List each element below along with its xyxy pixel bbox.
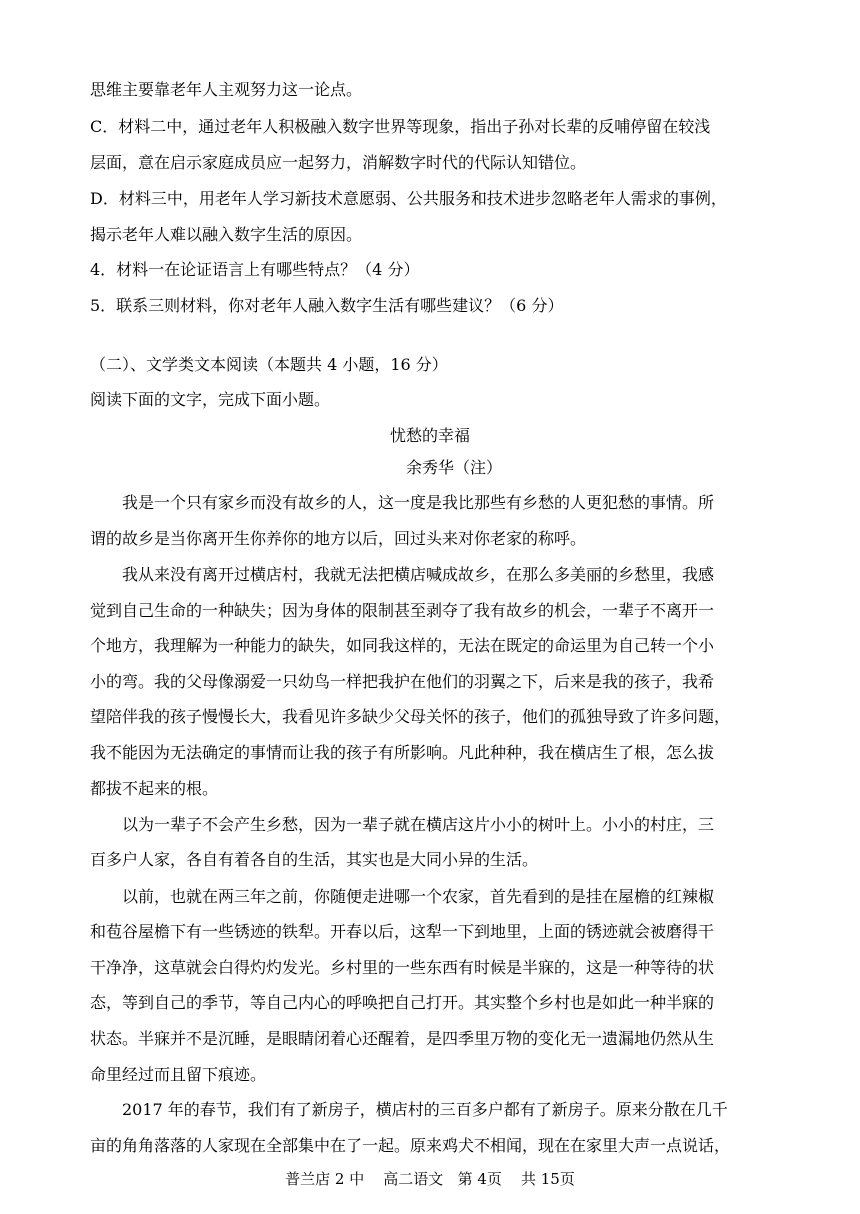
paragraph-4-line: 命里经过而且留下痕迹。 [90,1065,267,1084]
paragraph-4-line: 态，等到自己的季节，等自己内心的呼唤把自己打开。其实整个乡村也是如此一种半寐的 [90,993,715,1012]
paragraph-3-line: 百多户人家，各自有着各自的生活，其实也是大同小异的生活。 [90,850,539,869]
article-author: 余秀华（注） [405,458,502,477]
option-d-line1: D．材料三中，用老年人学习新技术意愿弱、公共服务和技术进步忽略老年人需求的事例， [90,189,727,208]
paragraph-3-line: 以为一辈子不会产生乡愁，因为一辈子就在横店这片小小的树叶上。小小的村庄，三 [122,815,715,834]
article-title: 忧愁的幸福 [389,426,470,445]
section-heading: （二）、文学类文本阅读（本题共 4 小题，16 分） [90,355,448,374]
option-c-line1: C．材料二中，通过老年人积极融入数字世界等现象，指出子孙对长辈的反哺停留在较浅 [90,117,711,136]
paragraph-2-line: 我从来没有离开过横店村，我就无法把横店喊成故乡，在那么多美丽的乡愁里，我感 [122,565,715,584]
paragraph-2-line: 觉到自己生命的一种缺失；因为身体的限制甚至剥夺了我有故乡的机会，一辈子不离开一 [90,601,715,620]
paragraph-4-line: 状态。半寐并不是沉睡，是眼睛闭着心还醒着，是四季里万物的变化无一遗漏地仍然从生 [90,1029,715,1048]
question-5: 5．联系三则材料，你对老年人融入数字生活有哪些建议？（6 分） [90,296,564,315]
reading-instruction: 阅读下面的文字，完成下面小题。 [90,390,331,409]
question-4: 4．材料一在论证语言上有哪些特点？（4 分） [90,260,420,279]
paragraph-2-line: 我不能因为无法确定的事情而让我的孩子有所影响。凡此种种，我在横店生了根，怎么拔 [90,743,715,762]
page-footer: 普兰店 2 中 高二语文 第 4页 共 15页 [285,1170,575,1188]
paragraph-4-line: 以前，也就在两三年之前，你随便走进哪一个农家，首先看到的是挂在屋檐的红辣椒 [122,887,715,906]
paragraph-2-line: 个地方，我理解为一种能力的缺失，如同我这样的，无法在既定的命运里为自己转一个小 [90,636,715,655]
option-d-line2: 揭示老年人难以融入数字生活的原因。 [90,225,363,244]
option-b-tail: 思维主要靠老年人主观努力这一论点。 [90,80,363,99]
paragraph-2-line: 都拔不起来的根。 [90,779,219,798]
paragraph-5-line: 2017 年的春节，我们有了新房子，横店村的三百多户都有了新房子。原来分散在几千 [122,1100,728,1119]
paragraph-4-line: 和苞谷屋檐下有一些锈迹的铁犁。开春以后，这犁一下到地里，上面的锈迹就会被磨得干 [90,922,715,941]
paragraph-1-line: 谓的故乡是当你离开生你养你的地方以后，回过头来对你老家的称呼。 [90,529,587,548]
paragraph-2-line: 望陪伴我的孩子慢慢长大，我看见许多缺少父母关怀的孩子，他们的孤独导致了许多问题， [90,707,731,726]
paragraph-2-line: 小的弯。我的父母像溺爱一只幼鸟一样把我护在他们的羽翼之下，后来是我的孩子，我希 [90,672,715,691]
paragraph-5-line: 亩的角角落落的人家现在全部集中在了一起。原来鸡犬不相闻，现在在家里大声一点说话， [90,1136,731,1155]
paragraph-1-line: 我是一个只有家乡而没有故乡的人，这一度是我比那些有乡愁的人更犯愁的事情。所 [122,493,715,512]
option-c-line2: 层面，意在启示家庭成员应一起努力，消解数字时代的代际认知错位。 [90,153,587,172]
paragraph-4-line: 干净净，这草就会白得灼灼发光。乡村里的一些东西有时候是半寐的，这是一种等待的状 [90,958,715,977]
